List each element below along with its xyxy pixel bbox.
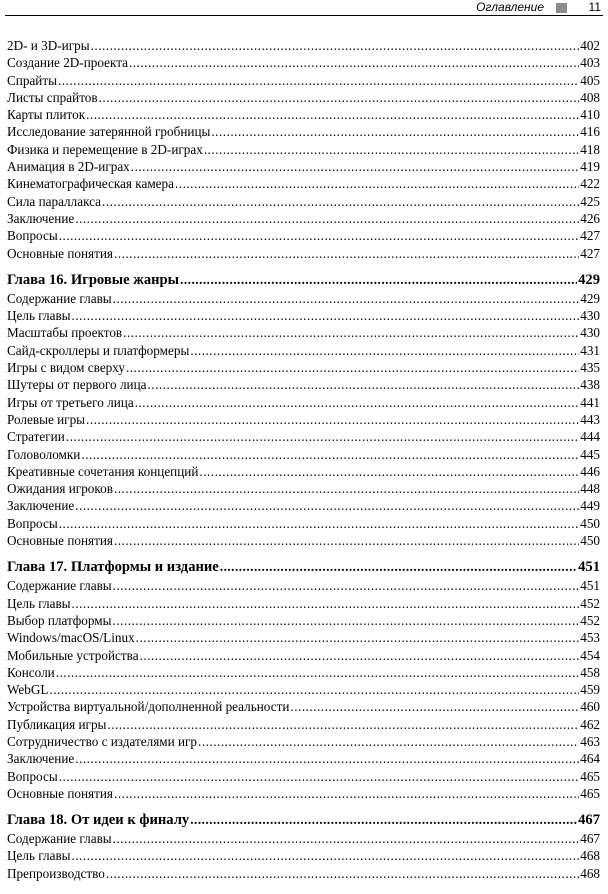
toc-entry (7, 158, 600, 175)
dot-leader (114, 785, 579, 802)
dot-leader (91, 37, 580, 54)
dot-leader (58, 72, 579, 89)
entry-title: Содержание главы (7, 578, 112, 594)
entry-title: Основные понятия (7, 785, 113, 801)
entry-title: Цель главы (7, 848, 71, 864)
dot-leader (81, 446, 579, 463)
entry-title: Сайд-скроллеры и платформеры (7, 342, 190, 358)
entry-title: Стратегии (7, 429, 65, 445)
dot-leader (204, 141, 579, 158)
entry-page-number: 405 (580, 72, 600, 88)
chapter-title: Глава 17. Платформы и издание (7, 559, 219, 576)
entry-page-number: 458 (580, 664, 600, 680)
entry-title: Вопросы (7, 515, 58, 531)
toc-entry (7, 106, 600, 123)
entry-page-number: 462 (580, 716, 600, 732)
running-head-title: Оглавление (476, 0, 544, 14)
toc-entry (7, 750, 600, 767)
dot-leader (56, 664, 580, 681)
entry-title: Ожидания игроков (7, 481, 113, 497)
toc-entry (7, 193, 600, 210)
toc-entry (7, 376, 600, 393)
entry-title: Игры от третьего лица (7, 394, 134, 410)
dot-leader (198, 733, 579, 750)
toc-entry (7, 629, 600, 646)
entry-page-number: 410 (580, 107, 600, 123)
toc-entry (7, 664, 600, 681)
toc-entry (7, 733, 600, 750)
chapter-title: Глава 18. От идеи к финалу (7, 812, 190, 829)
entry-page-number: 402 (580, 38, 600, 53)
entry-page-number: 464 (580, 751, 600, 767)
toc-entry (7, 324, 600, 341)
entry-title: Масштабы проектов (7, 325, 123, 341)
entry-title: Вопросы (7, 768, 58, 784)
toc-entry (7, 175, 600, 192)
toc-entry (7, 497, 600, 514)
entry-title: Цель главы (7, 595, 71, 611)
entry-title: 2D- и 3D-игры (7, 38, 90, 53)
dot-leader (106, 865, 579, 882)
entry-title: Выбор платформы (7, 612, 112, 628)
toc-entry (7, 463, 600, 480)
dot-leader (148, 376, 580, 393)
entry-page-number: 450 (580, 533, 600, 549)
entry-page-number: 450 (580, 515, 600, 531)
entry-title: Создание 2D-проекта (7, 55, 128, 71)
dot-leader (135, 394, 580, 411)
dot-leader (199, 463, 579, 480)
entry-title: Анимация в 2D-играх (7, 159, 130, 175)
entry-title: Ролевые игры (7, 411, 86, 427)
dot-leader (113, 612, 580, 629)
entry-page-number: 443 (580, 411, 600, 427)
dot-leader (114, 532, 579, 549)
dot-leader (113, 290, 580, 307)
dot-leader (99, 89, 580, 106)
entry-page-number: 427 (580, 245, 600, 261)
dot-leader (72, 307, 580, 324)
entry-page-number: 445 (580, 446, 600, 462)
running-head (0, 0, 608, 20)
dot-leader (59, 768, 580, 785)
dot-leader (131, 158, 579, 175)
entry-page-number: 465 (580, 768, 600, 784)
entry-title: Устройства виртуальной/дополненной реальности (7, 699, 290, 715)
entry-title: Windows/macOS/Linux (7, 630, 135, 646)
entry-page-number: 429 (580, 290, 600, 306)
toc-entry (7, 210, 600, 227)
entry-page-number: 435 (580, 360, 600, 376)
toc-entry (7, 245, 600, 262)
entry-page-number: 452 (580, 595, 600, 611)
toc-entry (7, 595, 600, 612)
entry-title: Листы спрайтов (7, 89, 98, 105)
entry-page-number: 416 (580, 124, 600, 140)
page-number: 11 (588, 0, 601, 14)
dot-leader (114, 245, 579, 262)
toc-entry (7, 54, 600, 71)
dot-leader (211, 123, 579, 140)
dot-leader (129, 54, 579, 71)
entry-title: Консоли (7, 664, 55, 680)
chapter-heading (7, 810, 600, 830)
entry-page-number: 441 (580, 394, 600, 410)
toc-entry (7, 865, 600, 882)
dot-leader (113, 577, 580, 594)
entry-title: Шутеры от первого лица (7, 377, 147, 393)
entry-title: Заключение (7, 751, 75, 767)
toc-entry (7, 37, 600, 54)
entry-title: Вопросы (7, 228, 58, 244)
entry-title: Препроизводство (7, 865, 105, 881)
entry-page-number: 448 (580, 481, 600, 497)
dot-leader (59, 227, 580, 244)
entry-page-number: 427 (580, 228, 600, 244)
entry-title: Содержание главы (7, 290, 112, 306)
dot-leader (75, 210, 579, 227)
toc-entry (7, 480, 600, 497)
entry-title: Сила параллакса (7, 193, 102, 209)
dot-leader (136, 629, 580, 646)
dot-leader (107, 716, 579, 733)
chapter-page-number: 451 (578, 559, 600, 576)
chapter-title: Глава 16. Игровые жанры (7, 271, 180, 288)
entry-page-number: 459 (580, 682, 600, 698)
entry-page-number: 426 (580, 210, 600, 226)
entry-title: Карты плиток (7, 107, 86, 123)
toc-entry (7, 681, 600, 698)
entry-title: Содержание главы (7, 831, 112, 847)
dot-leader (113, 830, 580, 847)
dot-leader (290, 698, 579, 715)
toc-entry (7, 647, 600, 664)
entry-page-number: 422 (580, 176, 600, 192)
dot-leader (59, 515, 580, 532)
toc-entry (7, 428, 600, 445)
entry-page-number: 419 (580, 159, 600, 175)
toc-entry (7, 359, 600, 376)
entry-title: Основные понятия (7, 533, 113, 549)
chapter-page-number: 467 (578, 812, 600, 829)
dot-leader (140, 647, 580, 664)
chapter-heading (7, 270, 600, 290)
dot-leader (86, 106, 579, 123)
entry-page-number: 438 (580, 377, 600, 393)
entry-page-number: 444 (580, 429, 600, 445)
entry-page-number: 465 (580, 785, 600, 801)
entry-page-number: 468 (580, 865, 600, 881)
dot-leader (180, 270, 577, 290)
dot-leader (102, 193, 579, 210)
toc-entry (7, 785, 600, 802)
toc-entry (7, 411, 600, 428)
entry-page-number: 454 (580, 647, 600, 663)
toc-entry (7, 89, 600, 106)
entry-page-number: 431 (580, 342, 600, 358)
toc-entry (7, 141, 600, 158)
toc-entry (7, 515, 600, 532)
dot-leader (126, 359, 579, 376)
dot-leader (190, 342, 579, 359)
entry-title: Игры с видом сверху (7, 360, 125, 376)
dot-leader (114, 480, 579, 497)
entry-title: Сотрудничество с издателями игр (7, 733, 198, 749)
dot-leader (190, 810, 577, 830)
entry-page-number: 451 (580, 578, 600, 594)
toc-entry (7, 446, 600, 463)
entry-title: WebGL (7, 682, 49, 698)
toc-entry (7, 72, 600, 89)
entry-title: Головоломки (7, 446, 81, 462)
gray-square-marker (556, 3, 567, 13)
entry-page-number: 460 (580, 699, 600, 715)
dot-leader (75, 497, 579, 514)
header-rule (5, 15, 603, 16)
toc-entry (7, 768, 600, 785)
dot-leader (86, 411, 579, 428)
entry-title: Физика и перемещение в 2D-играх (7, 141, 203, 157)
entry-title: Мобильные устройства (7, 647, 139, 663)
toc-entry (7, 532, 600, 549)
toc-entry (7, 612, 600, 629)
dot-leader (220, 557, 577, 577)
entry-title: Спрайты (7, 72, 57, 88)
entry-page-number: 425 (580, 193, 600, 209)
toc-entry (7, 577, 600, 594)
entry-title: Заключение (7, 498, 75, 514)
chapter-page-number: 429 (578, 271, 600, 288)
entry-title: Основные понятия (7, 245, 113, 261)
dot-leader (175, 175, 579, 192)
dot-leader (49, 681, 579, 698)
toc-entry (7, 830, 600, 847)
dot-leader (66, 428, 579, 445)
toc-entry (7, 290, 600, 307)
entry-title: Исследование затерянной гробницы (7, 124, 211, 140)
entry-page-number: 449 (580, 498, 600, 514)
entry-page-number: 446 (580, 463, 600, 479)
entry-page-number: 467 (580, 831, 600, 847)
toc-entry (7, 227, 600, 244)
table-of-contents (7, 37, 600, 882)
dot-leader (72, 847, 580, 864)
entry-page-number: 452 (580, 612, 600, 628)
dot-leader (123, 324, 579, 341)
toc-entry (7, 847, 600, 864)
dot-leader (72, 595, 580, 612)
entry-page-number: 403 (580, 55, 600, 71)
entry-title: Кинематографическая камера (7, 176, 174, 192)
entry-page-number: 430 (580, 325, 600, 341)
toc-entry (7, 716, 600, 733)
entry-page-number: 468 (580, 848, 600, 864)
toc-entry (7, 394, 600, 411)
entry-title: Цель главы (7, 308, 71, 324)
entry-page-number: 463 (580, 733, 600, 749)
entry-page-number: 408 (580, 89, 600, 105)
entry-page-number: 418 (580, 141, 600, 157)
toc-entry (7, 698, 600, 715)
entry-title: Публикация игры (7, 716, 107, 732)
dot-leader (75, 750, 579, 767)
chapter-heading (7, 557, 600, 577)
entry-page-number: 430 (580, 308, 600, 324)
toc-entry (7, 123, 600, 140)
entry-page-number: 453 (580, 630, 600, 646)
entry-title: Заключение (7, 210, 75, 226)
toc-entry (7, 307, 600, 324)
toc-entry (7, 342, 600, 359)
entry-title: Креативные сочетания концепций (7, 463, 199, 479)
